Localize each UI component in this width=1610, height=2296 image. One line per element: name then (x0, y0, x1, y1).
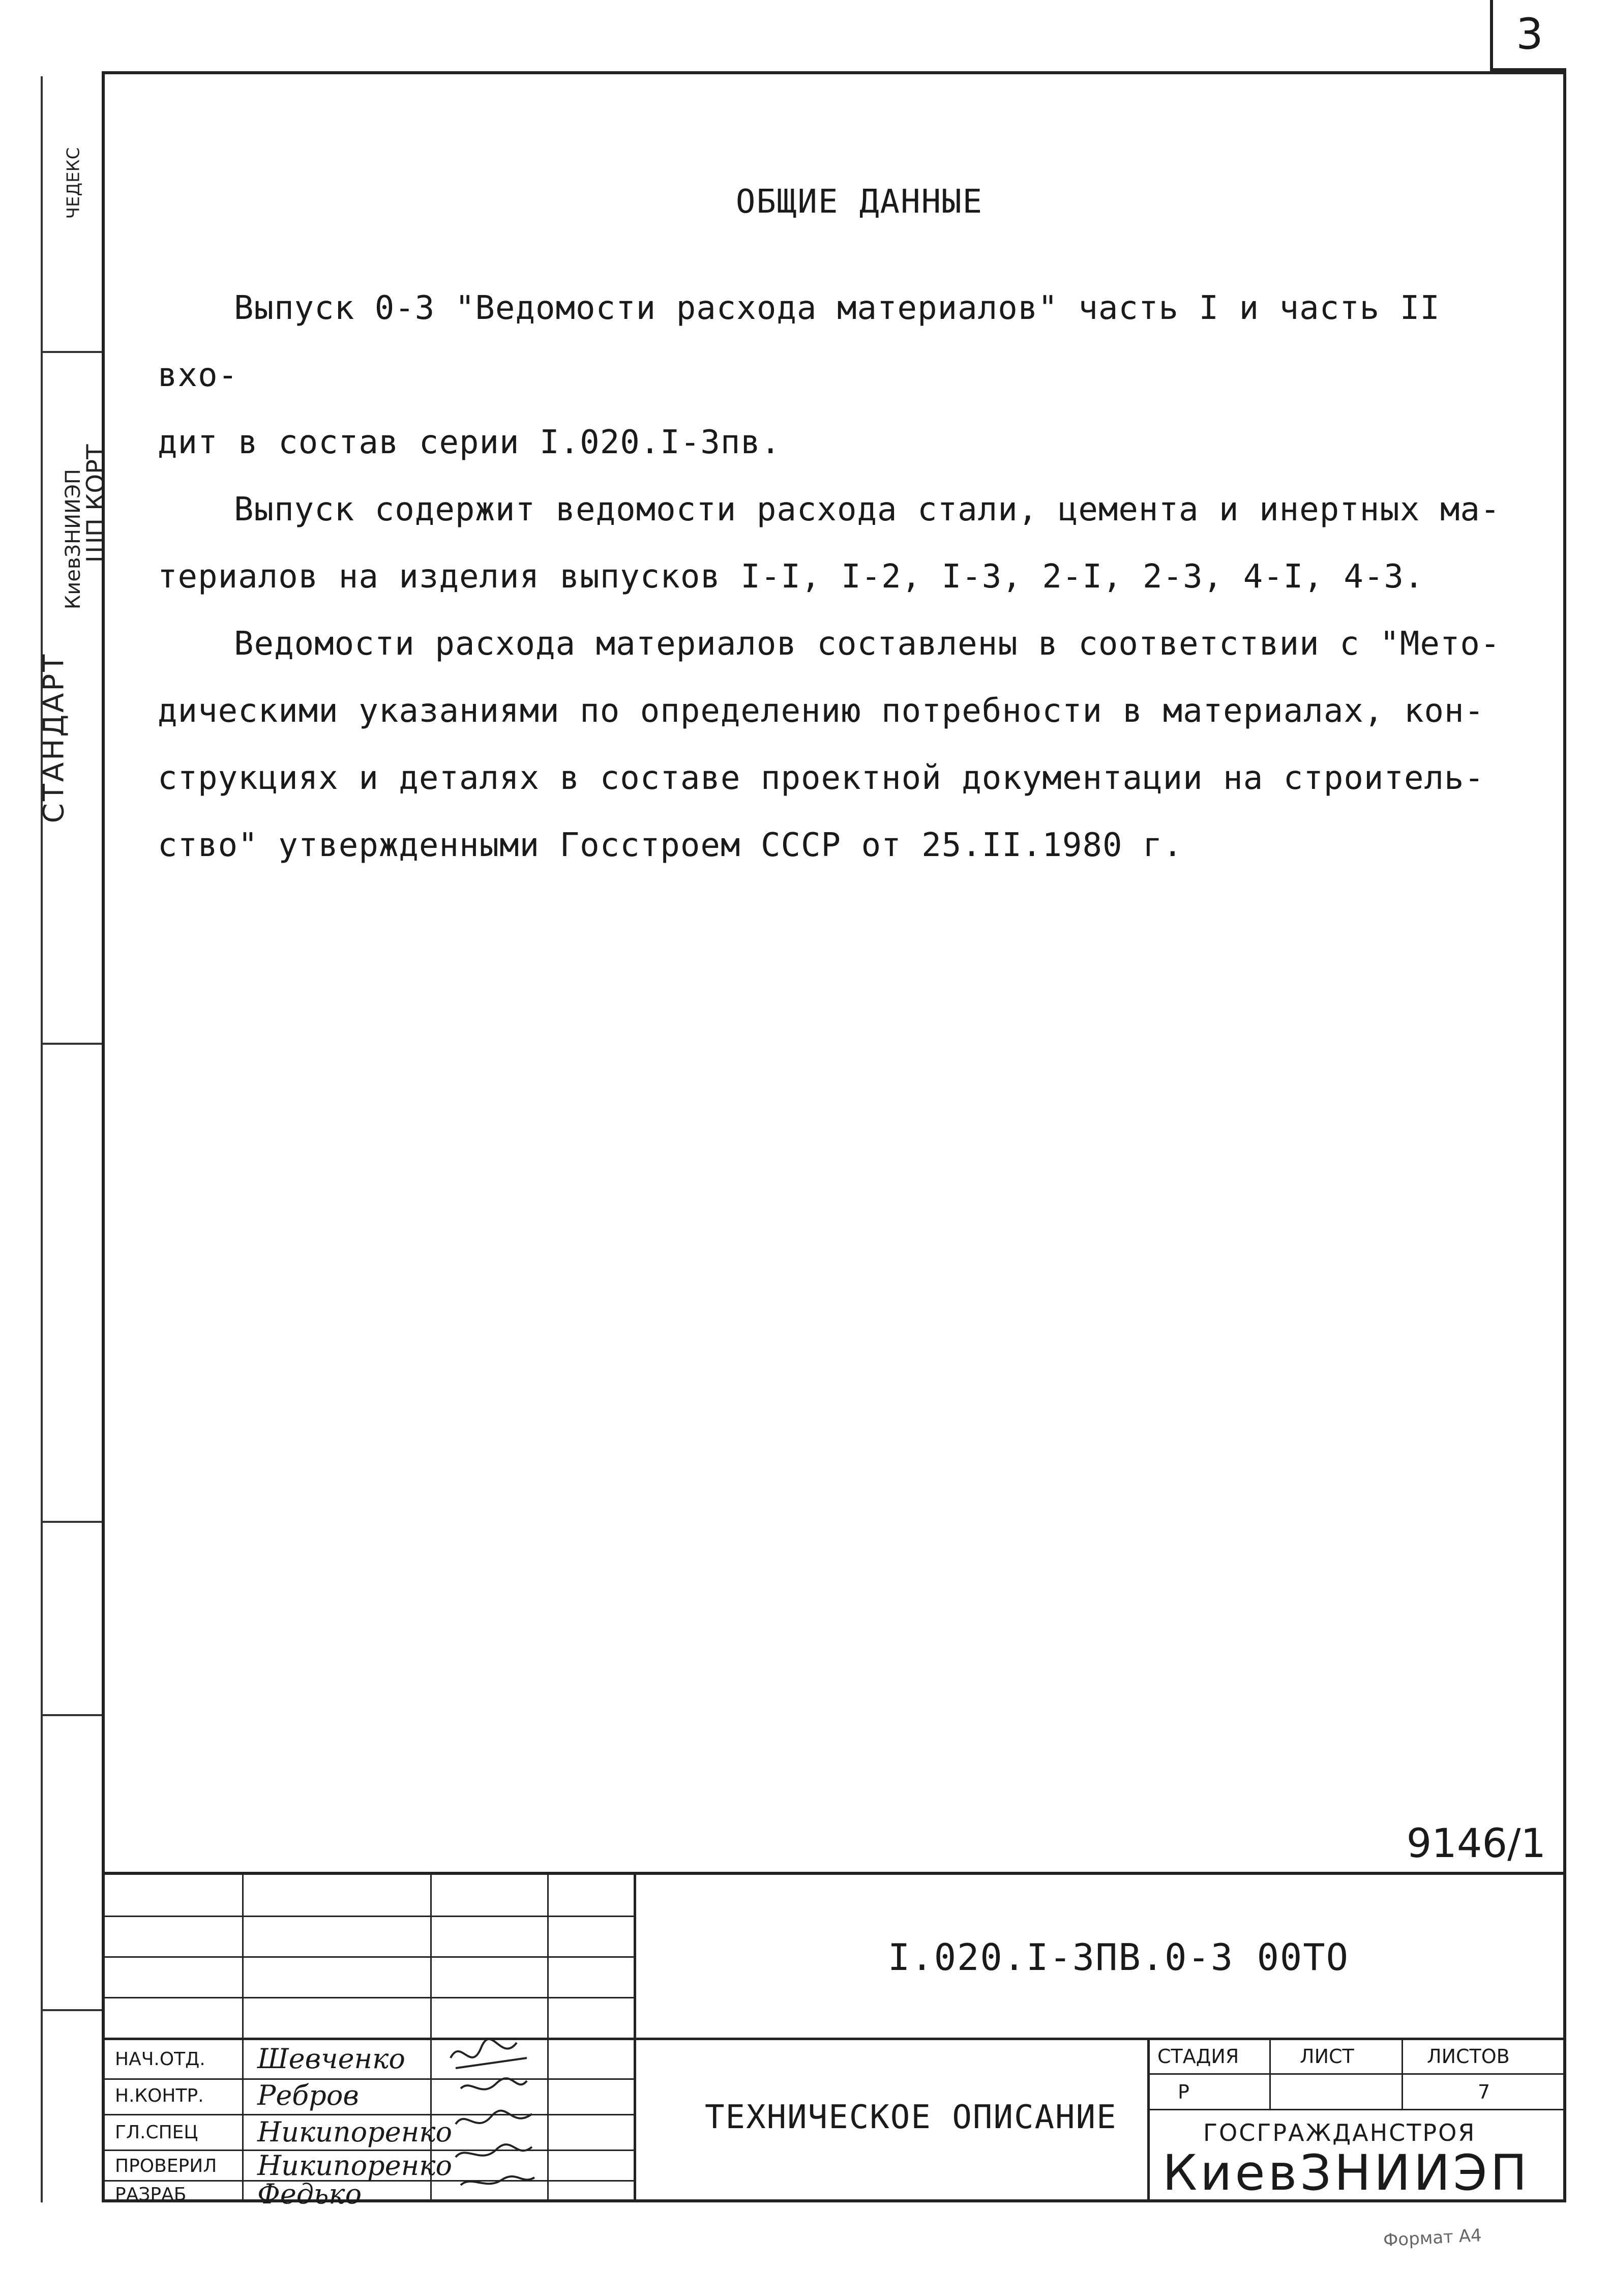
side-separator (43, 1521, 102, 1523)
signature-role: Н.КОНТР. (115, 2085, 204, 2106)
signature-name: Шевченко (257, 2043, 405, 2075)
signature-name: Федько (257, 2178, 362, 2210)
sheets-value: 7 (1478, 2081, 1490, 2103)
side-stamp-top: ЧЕДЕКС (63, 147, 83, 219)
paragraph-line: Выпуск содержит ведомости расхода стали, цемента и инертных ма- (234, 491, 1501, 528)
paragraph-line: струкциях и деталях в составе проектной документации на строитель- (158, 759, 1485, 797)
binding-strip (37, 76, 110, 2202)
signature-name: Никипоренко (257, 2116, 453, 2148)
organization-line-2: КиевЗНИИЭП (1162, 2144, 1530, 2201)
paragraph-line: териалов на изделия выпусков I-I, I-2, I-3, 2-I, 2-3, 4-I, 4-3. (158, 558, 1424, 596)
paragraph-line: дит в состав серии I.020.I-3пв. (158, 424, 781, 461)
grid-line (1269, 2038, 1271, 2109)
grid-line (105, 1956, 634, 1958)
stage-value: Р (1178, 2081, 1189, 2103)
stage-header: СТАДИЯ (1157, 2045, 1239, 2068)
grid-line (1147, 2109, 1563, 2110)
grid-line (105, 1997, 634, 1998)
paragraph-line: ство" утвержденными Госстроем СССР от 25.II.1980 г. (158, 827, 1183, 864)
side-separator (43, 1714, 102, 1716)
sheet-number-value: 3 (1516, 9, 1543, 59)
signature-role: РАЗРАБ (115, 2184, 187, 2205)
grid-line (1147, 2073, 1563, 2075)
side-stamp-corp: ШП КОРТ (81, 444, 110, 563)
signature-role: НАЧ.ОТД. (115, 2049, 205, 2070)
signature-scribbles (440, 2027, 542, 2195)
title-block (105, 1872, 1563, 2210)
grid-line (1402, 2038, 1403, 2109)
body-text (158, 275, 1520, 879)
grid-line (105, 2038, 1563, 2040)
document-code: I.020.I-3ПВ.0-3 00ТО (888, 1936, 1349, 1979)
grid-line (1147, 2038, 1150, 2202)
paragraph-line: дическими указаниями по определению потребности в материалах, кон- (158, 692, 1485, 730)
organization-line-1: ГОСГРАЖДАНСТРОЯ (1203, 2119, 1476, 2146)
signature-role: ГЛ.СПЕЦ (115, 2122, 198, 2143)
side-stamp-kiev: КиевЗНИИЭП (62, 468, 85, 610)
paragraph-line: Выпуск 0-3 "Ведомости расхода материалов" часть I и часть II вхо- (158, 289, 1440, 394)
page-title: ОБЩИЕ ДАННЫЕ (735, 183, 983, 221)
sheet-header: ЛИСТ (1300, 2045, 1354, 2068)
side-stamp-rotated: СТАНДАРТ (37, 652, 71, 823)
sheets-header: ЛИСТОВ (1427, 2045, 1510, 2068)
signature-name: Ребров (257, 2079, 359, 2111)
grid-line (242, 1875, 244, 2202)
order-number: 9146/1 (1406, 1821, 1546, 1867)
grid-line (634, 1875, 636, 2202)
sheet-number (1490, 0, 1566, 71)
signature-name: Никипоренко (257, 2150, 453, 2182)
paragraph-line: Ведомости расхода материалов составлены в соответствии с "Мето- (234, 625, 1501, 663)
document-type: ТЕХНИЧЕСКОЕ ОПИСАНИЕ (705, 2099, 1117, 2136)
grid-line (547, 1875, 549, 2202)
side-separator (43, 351, 102, 353)
side-separator (43, 1043, 102, 1045)
signature-role: ПРОВЕРИЛ (115, 2156, 217, 2176)
grid-line (105, 2114, 634, 2115)
grid-line (105, 2078, 634, 2080)
grid-line (105, 1916, 634, 1917)
format-mark: Формат А4 (1383, 2225, 1482, 2251)
side-separator (43, 2009, 102, 2011)
